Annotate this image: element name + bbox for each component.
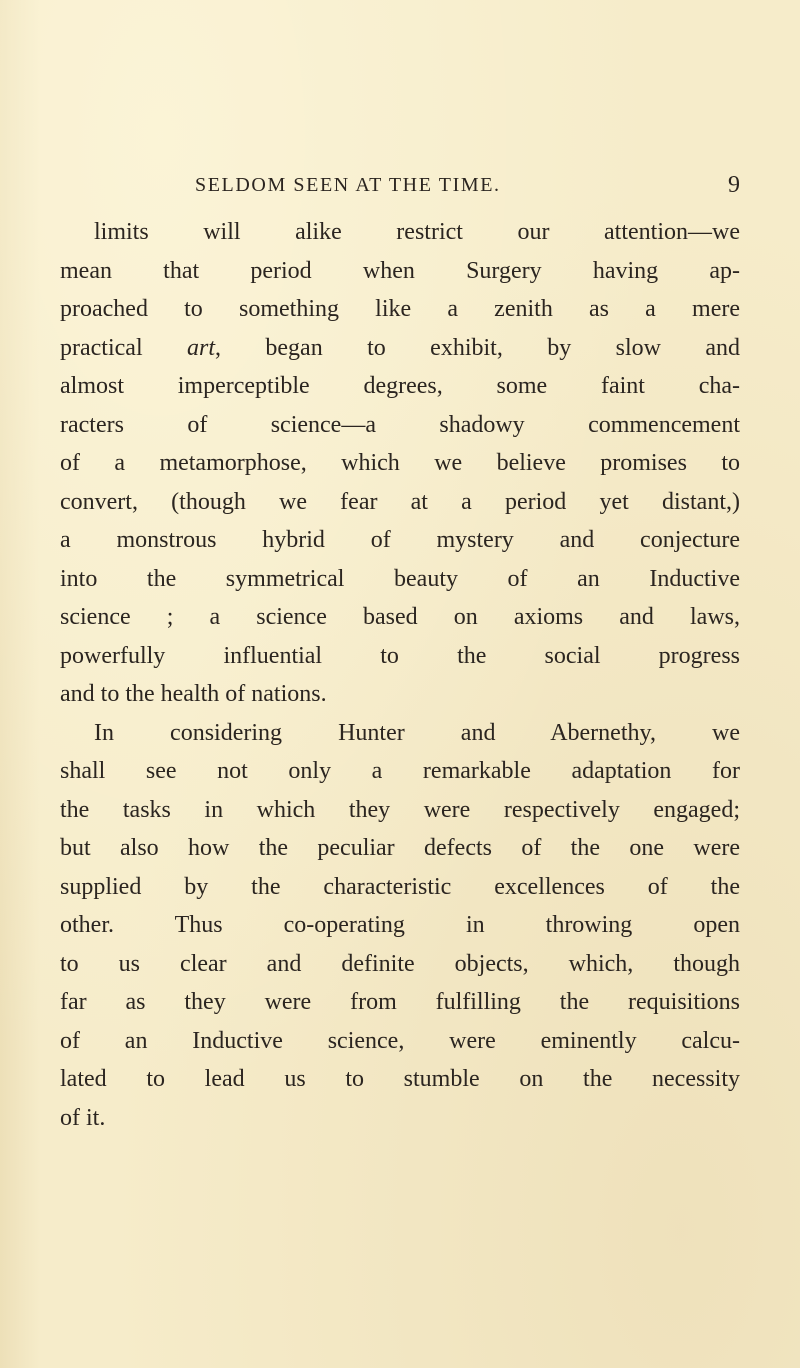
text-line: limits will alike restrict our attention—we — [94, 219, 740, 245]
text-line: of it. — [60, 1104, 106, 1131]
text-line: of an Inductive science, were eminently calcu- — [60, 1027, 740, 1054]
text-line: science ; a science based on axioms and laws, — [60, 604, 740, 630]
text-line: other. Thus co-operating in throwing open — [60, 912, 740, 938]
text-line: convert, (though we fear at a period yet distant,) — [60, 488, 740, 515]
text-line: powerfully influential to the social progress — [60, 642, 740, 669]
text-line: lated to lead us to stumble on the necessity — [60, 1066, 740, 1092]
italic-word: art — [187, 334, 216, 361]
text-line: into the symmetrical beauty of an Inductive — [60, 565, 740, 592]
text-line: far as they were from fulfilling the requisitions — [60, 989, 740, 1015]
text-line: of a metamorphose, which we believe promises to — [60, 450, 740, 476]
paragraph — [60, 714, 740, 1138]
text-line: proached to something like a zenith as a mere — [60, 296, 740, 322]
running-title: SELDOM SEEN AT THE TIME. — [195, 174, 501, 196]
text-line: mean that period when Surgery having ap- — [60, 257, 740, 284]
text-line: almost imperceptible degrees, some faint cha- — [60, 373, 740, 399]
text-line: In considering Hunter and Abernethy, we — [94, 719, 740, 746]
text-line: but also how the peculiar defects of the one were — [60, 835, 740, 861]
body-text — [60, 213, 740, 1137]
text-line: practical art, began to exhibit, by slow and — [60, 334, 740, 361]
page-number: 9 — [728, 172, 740, 198]
running-head — [60, 168, 740, 202]
text-line: shall see not only a remarkable adaptation for — [60, 758, 740, 784]
text-line: racters of science—a shadowy commencement — [60, 411, 740, 438]
paragraph — [60, 213, 740, 714]
text-line: supplied by the characteristic excellences of the — [60, 873, 740, 900]
text-line: a monstrous hybrid of mystery and conjecture — [60, 527, 740, 553]
text-line: the tasks in which they were respectively engaged; — [60, 796, 740, 823]
text-line: and to the health of nations. — [60, 681, 327, 707]
text-line: to us clear and definite objects, which, though — [60, 950, 740, 977]
